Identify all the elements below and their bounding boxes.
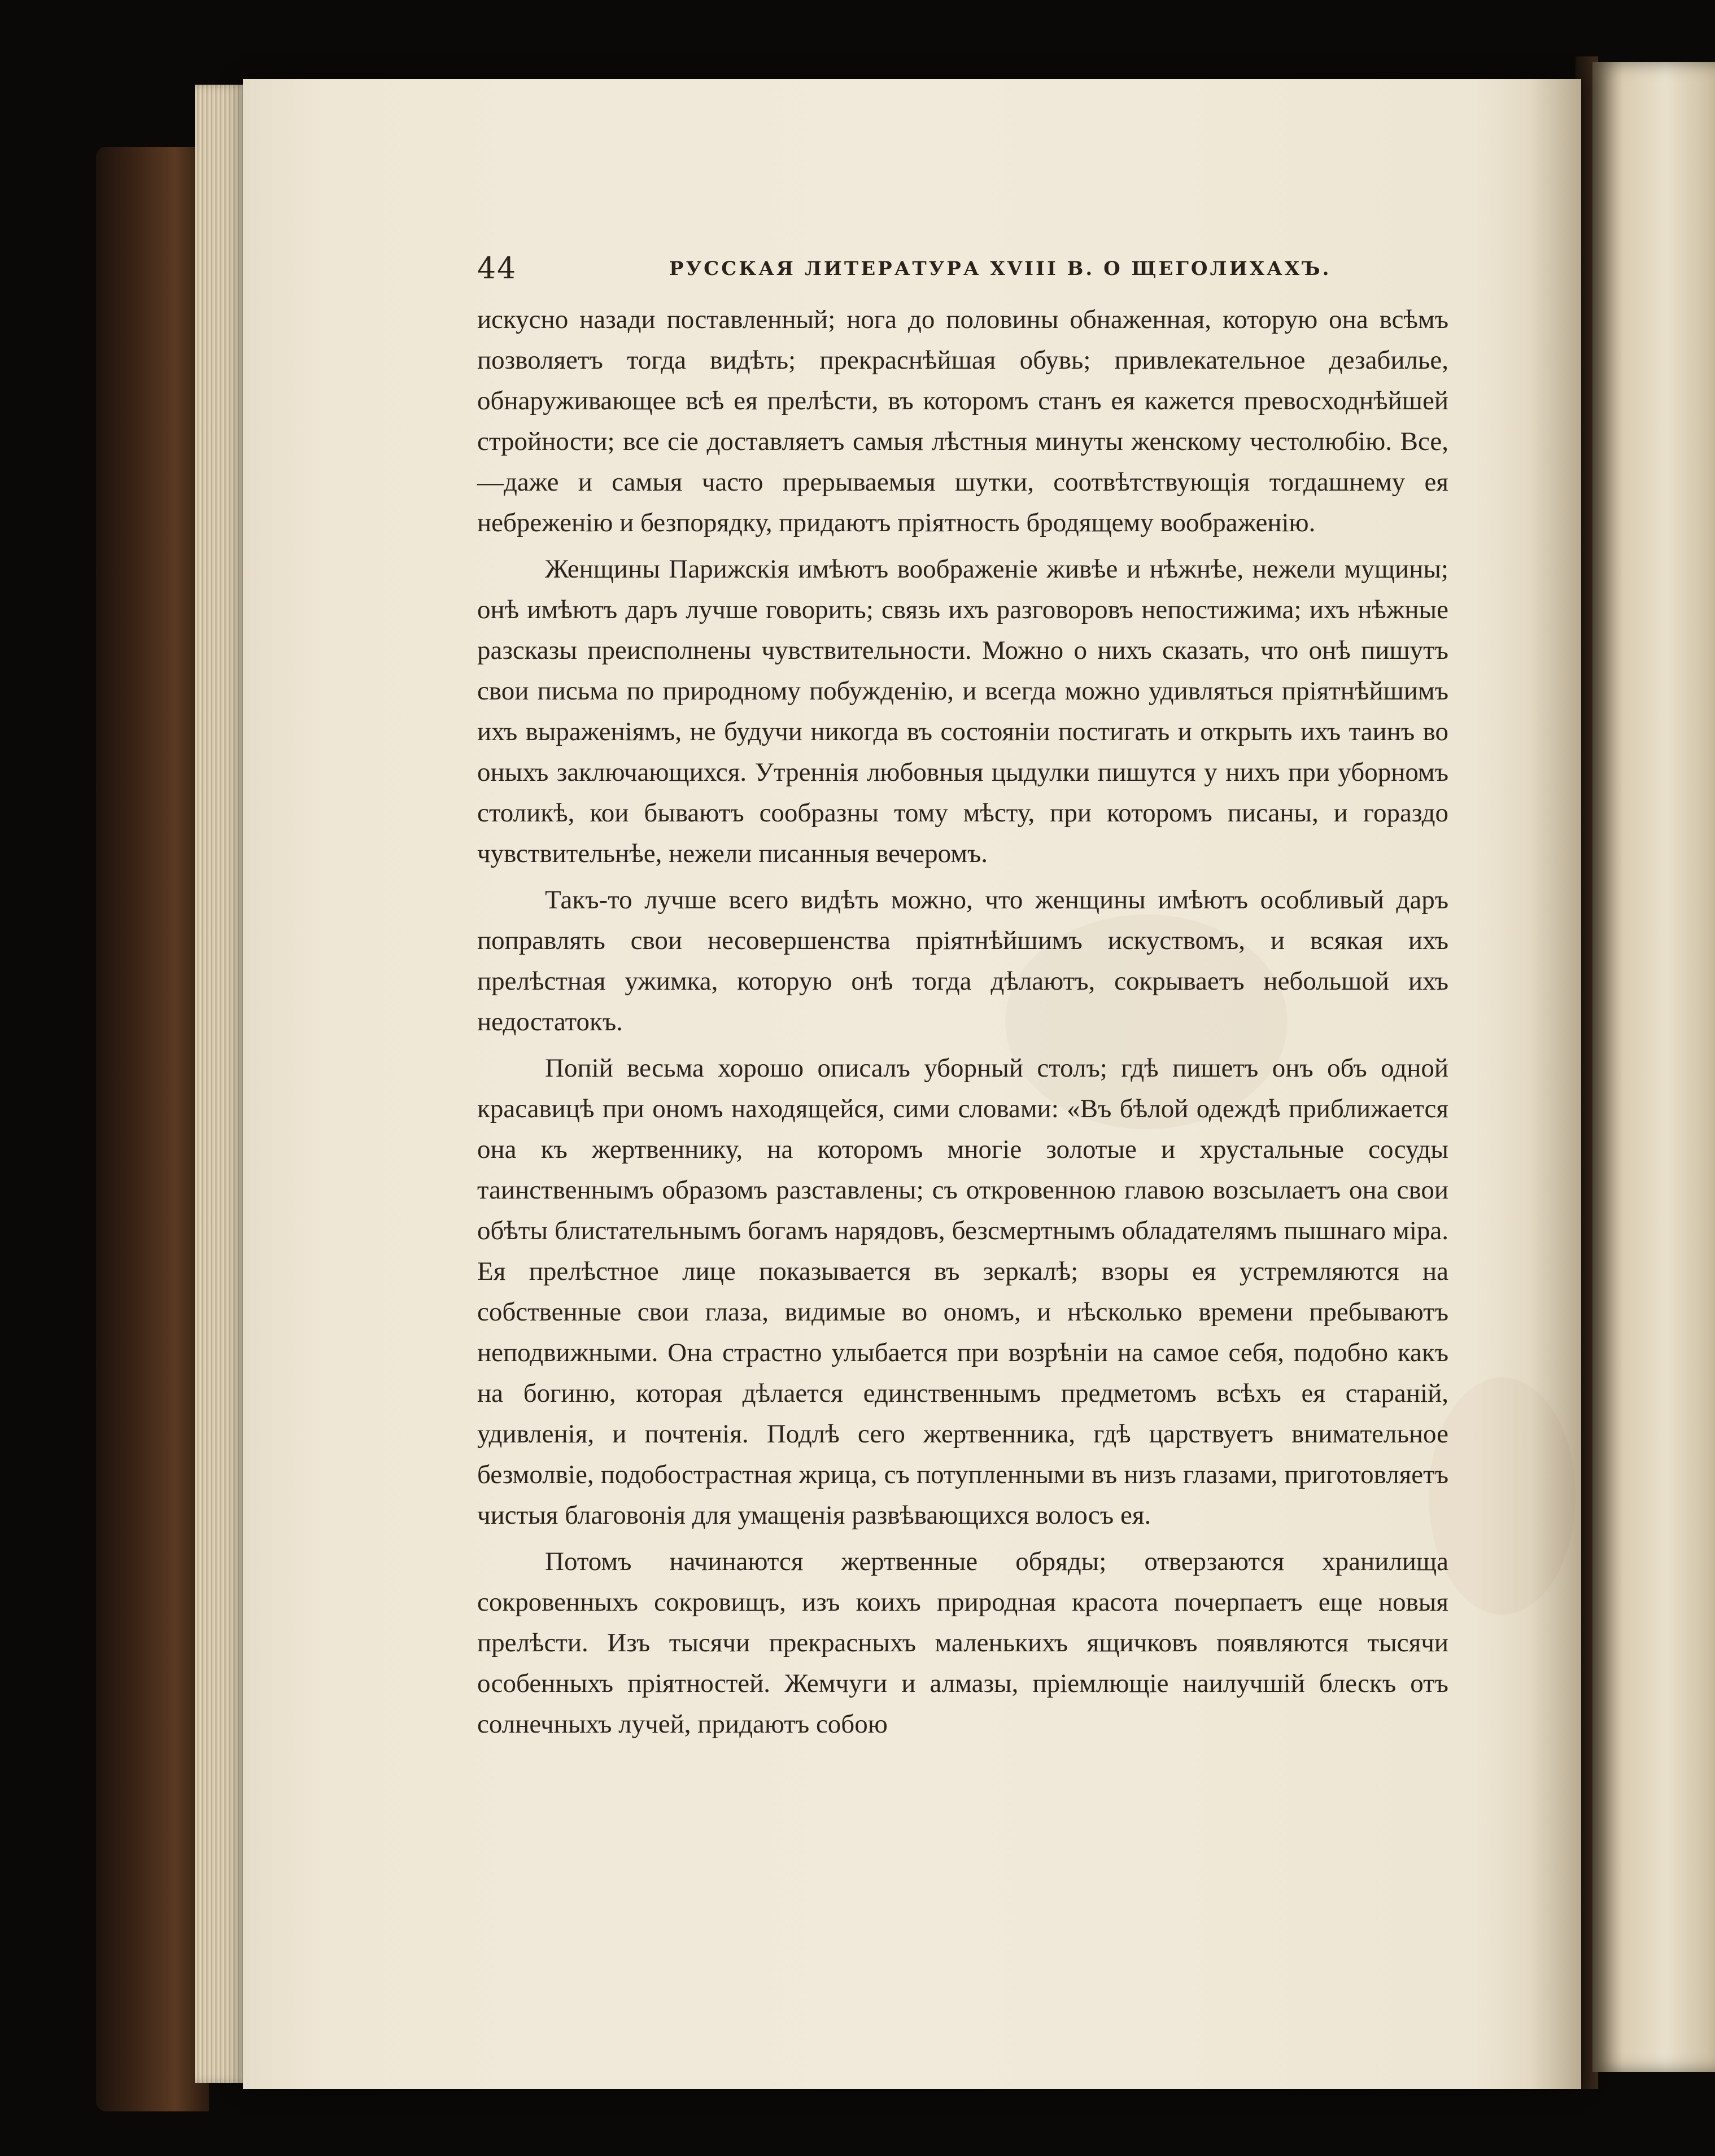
book-cover-left: [96, 147, 209, 2111]
page-header: [477, 252, 1448, 291]
paragraph: Такъ-то лучше всего видѣть можно, что женщины имѣютъ особливый даръ поправлять свои несовершенства пріятнѣйшимъ искуствомъ, и всякая ихъ прелѣстная ужимка, которую онѣ тогда дѣлаютъ, сокрываетъ небольшой ихъ недостатокъ.: [477, 885, 1448, 1037]
paragraph: Женщины Парижскія имѣютъ воображеніе живѣе и нѣжнѣе, нежели мущины; онѣ имѣютъ даръ лучше говорить; связь ихъ разговоровъ непостижима; ихъ нѣжные разсказы преисполнены чувствительности. Можно о нихъ сказать, что онѣ пишутъ свои письма по природному побужденію, и всегда можно удивляться пріятнѣйшимъ ихъ выраженіямъ, не будучи никогда въ состояніи постигать и открыть ихъ таинъ во оныхъ заключающихся. Утреннія любовныя цыдулки пишутся у нихъ при уборномъ столикѣ, кои бываютъ сообразны тому мѣсту, при которомъ писаны, и гораздо чувствительнѣе, нежели писанныя вечеромъ.: [477, 554, 1448, 868]
running-title: РУССКАЯ ЛИТЕРАТУРА XVIII В. О ЩЕГОЛИХАХЪ.: [669, 257, 1332, 280]
facing-page-edge: [1592, 62, 1715, 2072]
body-text: [477, 299, 1448, 1750]
page-number: 44: [477, 252, 517, 286]
paragraph: Попій весьма хорошо описалъ уборный столъ; гдѣ пишетъ онъ объ одной красавицѣ при ономъ находящейся, сими словами: «Въ бѣлой одеждѣ приближается она къ жертвеннику, на которомъ многіе золотые и хрустальные сосуды таинственнымъ образомъ разставлены; съ откровенною главою возсылаетъ она свои обѣты блистательнымъ богамъ нарядовъ, безсмертнымъ обладателямъ пышнаго міра. Ея прелѣстное лице показывается въ зеркалѣ; взоры ея устремляются на собственные свои глаза, видимые во ономъ, и нѣсколько времени пребываютъ неподвижными. Она страстно улыбается при возрѣніи на самое себя, подобно какъ на богиню, которая дѣлается единственнымъ предметомъ всѣхъ ея стараній, удивленія, и почтенія. Подлѣ сего жертвенника, гдѣ царствуетъ внимательное безмолвіе, подобострастная жрица, съ потупленными въ низъ глазами, приготовляетъ чистыя благовонія для умащенія развѣвающихся волосъ ея.: [477, 1053, 1448, 1530]
gutter-shadow: [1530, 79, 1581, 2089]
paragraph: искусно назади поставленный; нога до половины обнаженная, которую она всѣмъ позволяетъ тогда видѣть; прекраснѣйшая обувь; привлекательное дезабилье, обнаруживающее всѣ ея прелѣсти, въ которомъ станъ ея кажется превосходнѣйшей стройности; все сіе доставляетъ самыя лѣстныя минуты женскому честолюбію. Все,—даже и самыя часто прерываемыя шутки, соотвѣтствующія тогдашнему ея небреженію и безпорядку, придаютъ пріятность бродящему воображенію.: [477, 305, 1448, 537]
paragraph: Потомъ начинаются жертвенные обряды; отверзаются хранилища сокровенныхъ сокровищъ, изъ коихъ природная красота почерпаетъ еще новыя прелѣсти. Изъ тысячи прекрасныхъ маленькихъ ящичковъ появляются тысячи особенныхъ пріятностей. Жемчуги и алмазы, пріемлющіе наилучшій блескъ отъ солнечныхъ лучей, придаютъ собою: [477, 1547, 1448, 1739]
